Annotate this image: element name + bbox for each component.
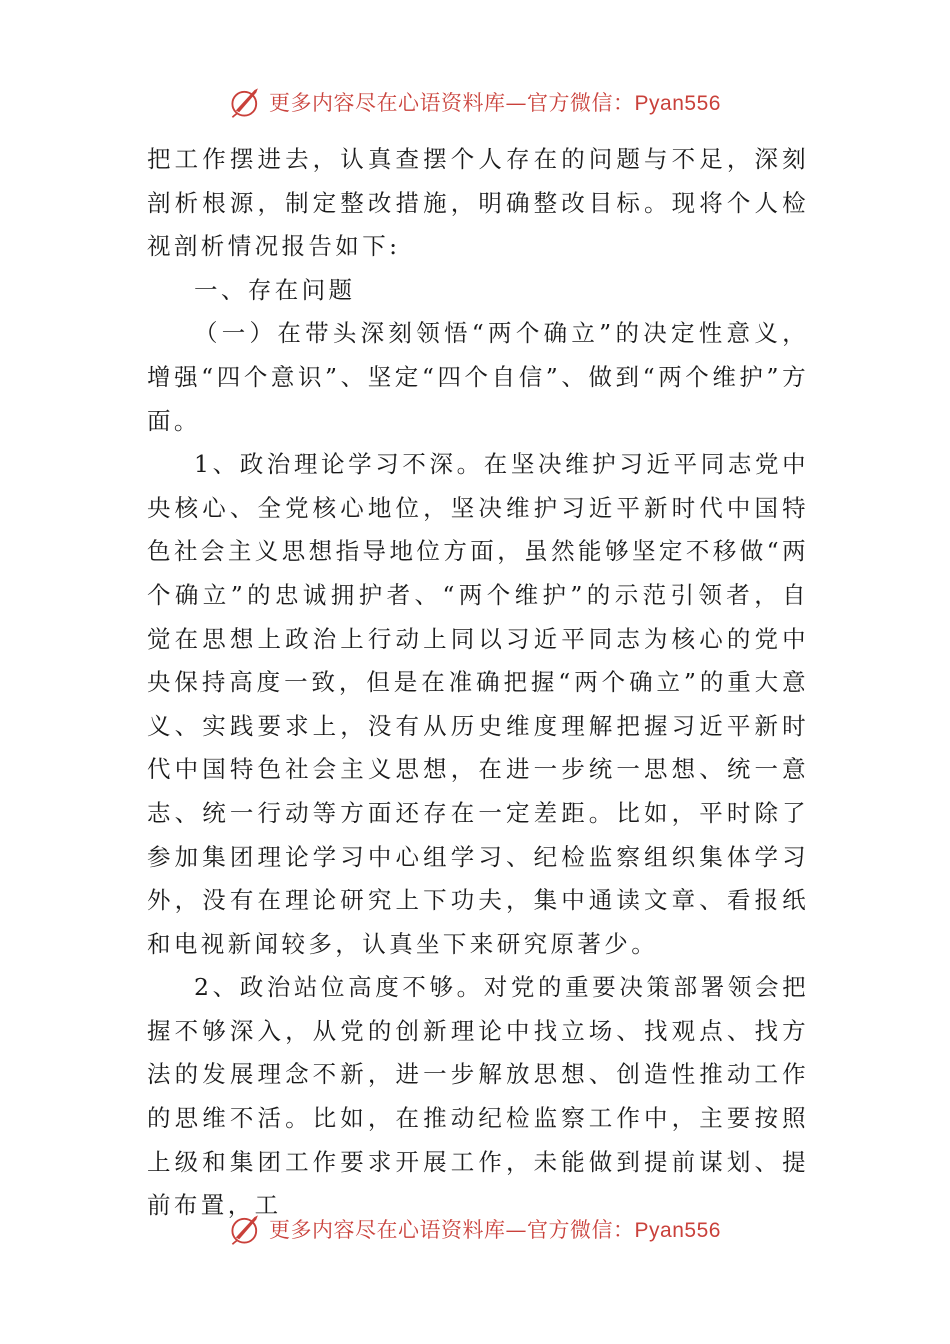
header-watermark — [0, 82, 950, 122]
wechat-id: Pyan556 — [634, 1219, 721, 1242]
paragraph-continuation: 把工作摆进去，认真查摆个人存在的问题与不足，深刻剖析根源，制定整改措施，明确整改目标。现将个人检视剖析情况报告如下: — [147, 145, 809, 261]
paragraph-item-2: 2、政治站位高度不够。对党的重要决策部署领会把握不够深入，从党的创新理论中找立场、找观点、找方法的发展理念不新，进一步解放思想、创造性推动工作的思维不活。比如，在推动纪检监察工作中，主要按照上级和集团工作要求开展工作，未能做到提前谋划、提前布置，工 — [147, 973, 809, 1220]
section-heading-problems: 一、存在问题 — [194, 275, 356, 304]
watermark-text: 更多内容尽在心语资料库—官方微信：Pyan556 — [269, 1218, 721, 1242]
footer-watermark — [0, 1209, 950, 1249]
watermark-text: 更多内容尽在心语资料库—官方微信：Pyan556 — [269, 91, 721, 115]
quill-logo-icon — [229, 85, 263, 119]
paragraph-item-1: 1、政治理论学习不深。在坚决维护习近平同志党中央核心、全党核心地位，坚决维护习近平新时代中国特色社会主义思想指导地位方面，虽然能够坚定不移做“两个确立”的忠诚拥护者、“两个维护”的示范引领者，自觉在思想上政治上行动上同以习近平同志为核心的党中央保持高度一致，但是在准确把握“两个确立”的重大意义、实践要求上，没有从历史维度理解把握习近平新时代中国特色社会主义思想，在进一步统一思想、统一意志、统一行动等方面还存在一定差距。比如，平时除了参加集团理论学习中心组学习、纪检监察组织集体学习外，没有在理论研究上下功夫，集中通读文章、看报纸和电视新闻较多，认真坐下来研究原著少。 — [147, 450, 809, 958]
subsection-heading-1: （一）在带头深刻领悟“两个确立”的决定性意义，增强“四个意识”、坚定“四个自信”、做到“两个维护”方面。 — [147, 319, 809, 435]
document-body — [147, 138, 809, 1228]
wechat-id: Pyan556 — [634, 92, 721, 115]
quill-logo-icon — [229, 1212, 263, 1246]
